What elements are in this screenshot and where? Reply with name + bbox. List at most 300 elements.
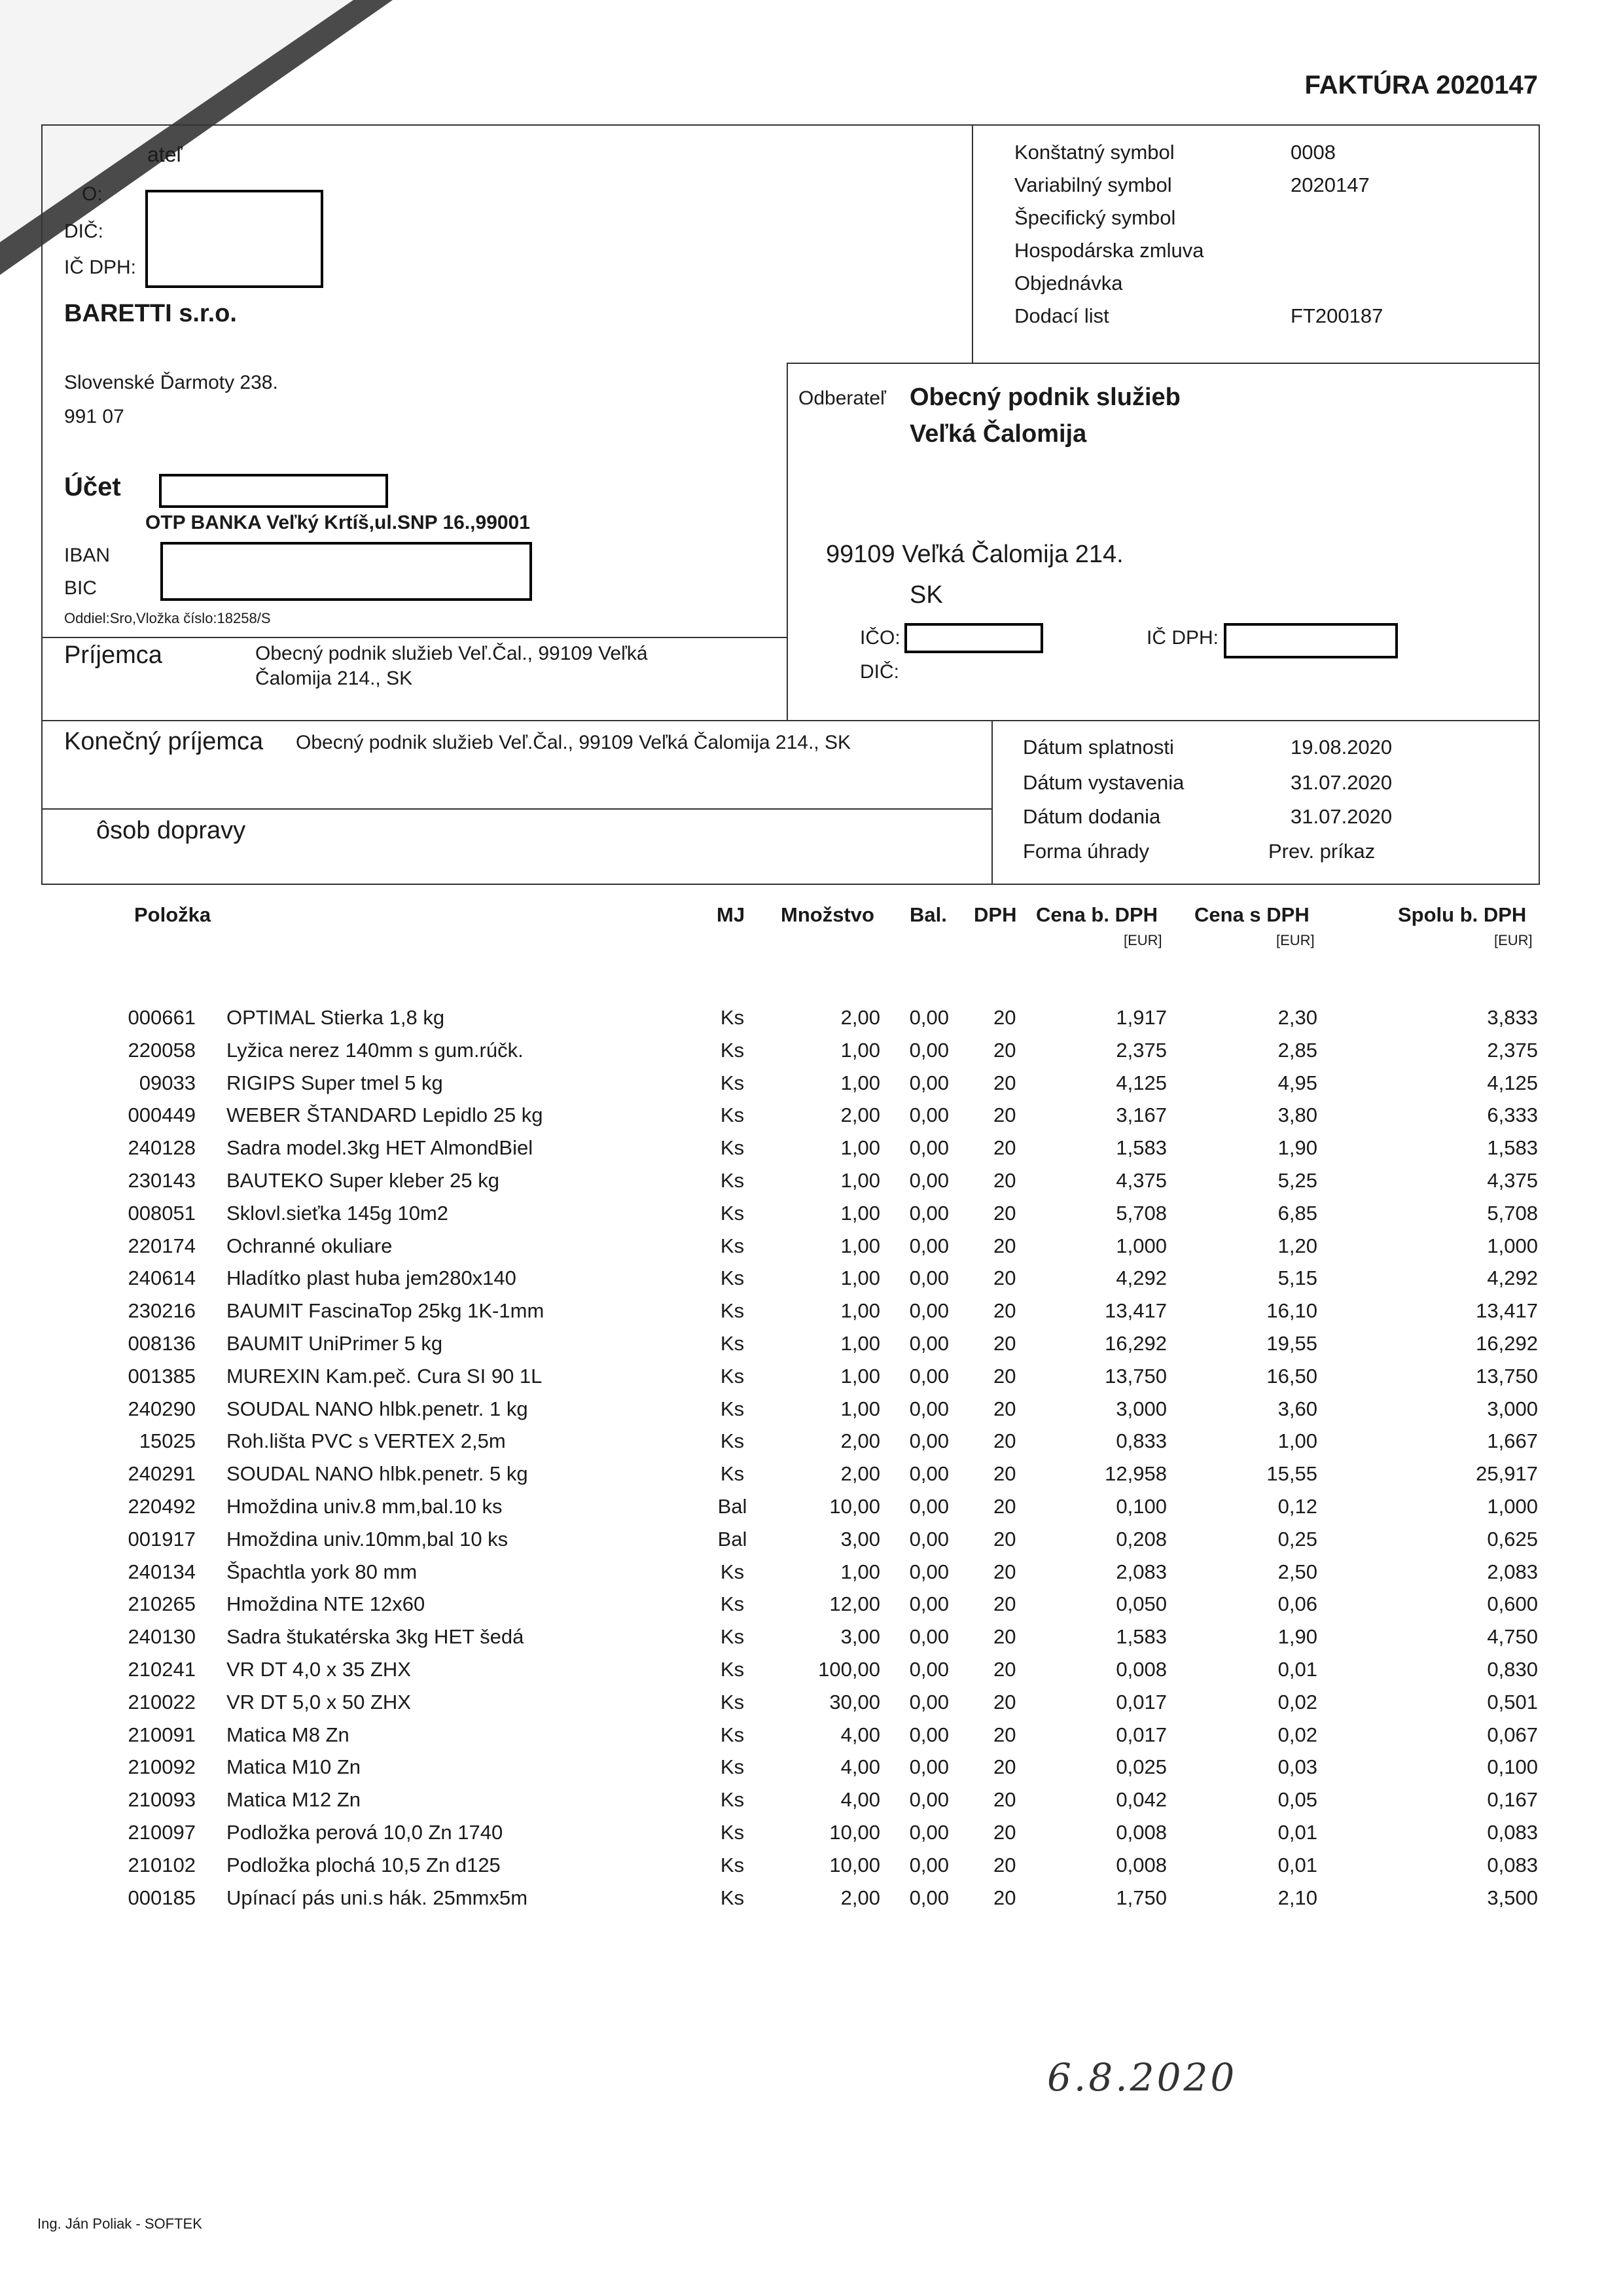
item-unit: Ks	[720, 1103, 745, 1126]
item-price-net: 4,375	[1116, 1169, 1167, 1192]
table-row	[0, 1821, 1623, 1854]
item-vat: 20	[993, 1234, 1016, 1257]
item-total-net: 3,000	[1487, 1397, 1538, 1420]
item-total-net: 4,292	[1487, 1266, 1538, 1289]
item-price-gross: 16,10	[1266, 1299, 1317, 1322]
item-total-net: 4,750	[1487, 1625, 1538, 1648]
table-row	[0, 1332, 1623, 1365]
dates-divider	[991, 720, 993, 885]
item-price-gross: 0,02	[1277, 1723, 1317, 1746]
item-unit: Ks	[720, 1886, 745, 1909]
item-pack: 0,00	[909, 1625, 949, 1648]
item-unit: Ks	[720, 1136, 745, 1159]
item-total-net: 4,125	[1487, 1071, 1538, 1094]
item-total-net: 0,083	[1487, 1854, 1538, 1876]
item-price-gross: 0,02	[1277, 1691, 1317, 1713]
item-code: 220058	[128, 1039, 196, 1062]
item-code: 210092	[128, 1755, 196, 1778]
item-name: SOUDAL NANO hlbk.penetr. 1 kg	[226, 1397, 528, 1420]
item-pack: 0,00	[909, 1560, 949, 1583]
item-code: 230216	[128, 1299, 196, 1322]
item-price-net: 0,008	[1116, 1658, 1167, 1681]
item-pack: 0,00	[909, 1723, 949, 1746]
item-name: WEBER ŠTANDARD Lepidlo 25 kg	[226, 1103, 543, 1126]
recipient-top-line	[41, 637, 787, 638]
item-unit: Ks	[720, 1299, 745, 1322]
item-price-gross: 0,05	[1277, 1788, 1317, 1811]
item-qty: 4,00	[840, 1755, 880, 1778]
item-qty: 12,00	[829, 1592, 880, 1615]
item-code: 09033	[139, 1071, 196, 1094]
item-vat: 20	[993, 1266, 1016, 1289]
customer-label: Odberateľ	[798, 387, 886, 409]
table-row	[0, 1429, 1623, 1462]
item-qty: 2,00	[840, 1006, 880, 1029]
col-gross-header: Cena s DPH	[1194, 903, 1310, 926]
item-code: 240134	[128, 1560, 196, 1583]
item-qty: 1,00	[840, 1332, 880, 1355]
item-unit: Ks	[720, 1625, 745, 1648]
table-row	[0, 1788, 1623, 1821]
item-qty: 2,00	[840, 1103, 880, 1126]
item-vat: 20	[993, 1495, 1016, 1518]
item-code: 240290	[128, 1397, 196, 1420]
item-pack: 0,00	[909, 1397, 949, 1420]
item-pack: 0,00	[909, 1299, 949, 1322]
item-price-net: 0,042	[1116, 1788, 1167, 1811]
item-name: Hladítko plast huba jem280x140	[226, 1266, 516, 1289]
item-unit: Ks	[720, 1592, 745, 1615]
handwritten-date: 6.8.2020	[1047, 2055, 1238, 2100]
col-gross-currency: [EUR]	[1276, 932, 1315, 948]
item-vat: 20	[993, 1821, 1016, 1844]
item-vat: 20	[993, 1592, 1016, 1615]
iban-bic-redaction	[160, 542, 532, 601]
date-value: 19.08.2020	[1291, 736, 1393, 759]
item-code: 220174	[128, 1234, 196, 1257]
supplier-icdph-label: IČ DPH:	[64, 257, 137, 278]
item-vat: 20	[993, 1788, 1016, 1811]
item-price-gross: 0,01	[1277, 1854, 1317, 1876]
item-price-gross: 2,30	[1277, 1006, 1317, 1029]
item-unit: Ks	[720, 1006, 745, 1029]
item-code: 000661	[128, 1006, 196, 1029]
item-qty: 1,00	[840, 1071, 880, 1094]
item-code: 240130	[128, 1625, 196, 1648]
item-qty: 10,00	[829, 1821, 880, 1844]
item-vat: 20	[993, 1299, 1016, 1322]
item-pack: 0,00	[909, 1495, 949, 1518]
item-vat: 20	[993, 1397, 1016, 1420]
item-name: MUREXIN Kam.peč. Cura SI 90 1L	[226, 1365, 543, 1388]
table-row	[0, 1169, 1623, 1202]
item-name: BAUMIT UniPrimer 5 kg	[226, 1332, 443, 1355]
item-total-net: 3,500	[1487, 1886, 1538, 1909]
item-vat: 20	[993, 1560, 1016, 1583]
item-price-net: 12,958	[1105, 1462, 1167, 1485]
item-pack: 0,00	[909, 1658, 949, 1681]
item-pack: 0,00	[909, 1365, 949, 1388]
item-price-net: 3,167	[1116, 1103, 1167, 1126]
item-price-net: 0,100	[1116, 1495, 1167, 1518]
item-name: Hmoždina univ.10mm,bal 10 ks	[226, 1528, 508, 1551]
item-name: RIGIPS Super tmel 5 kg	[226, 1071, 443, 1094]
item-price-net: 1,583	[1116, 1625, 1167, 1648]
col-unit-header: MJ	[717, 903, 745, 926]
table-row	[0, 1234, 1623, 1267]
item-total-net: 0,625	[1487, 1528, 1538, 1551]
item-qty: 4,00	[840, 1723, 880, 1746]
supplier-dic-label: DIČ:	[64, 221, 103, 242]
item-price-gross: 19,55	[1266, 1332, 1317, 1355]
item-price-net: 0,017	[1116, 1691, 1167, 1713]
item-name: Podložka plochá 10,5 Zn d125	[226, 1854, 501, 1876]
item-code: 001917	[128, 1528, 196, 1551]
item-total-net: 0,067	[1487, 1723, 1538, 1746]
item-price-gross: 0,25	[1277, 1528, 1317, 1551]
table-row	[0, 1854, 1623, 1886]
item-code: 220492	[128, 1495, 196, 1518]
table-row	[0, 1658, 1623, 1691]
item-pack: 0,00	[909, 1854, 949, 1876]
item-qty: 1,00	[840, 1397, 880, 1420]
table-row	[0, 1755, 1623, 1788]
date-label: Dátum dodania	[1023, 805, 1161, 828]
supplier-name: BARETTI s.r.o.	[64, 300, 237, 327]
item-price-net: 0,017	[1116, 1723, 1167, 1746]
item-price-net: 3,000	[1116, 1397, 1167, 1420]
item-code: 240128	[128, 1136, 196, 1159]
item-name: OPTIMAL Stierka 1,8 kg	[226, 1006, 445, 1029]
item-total-net: 25,917	[1476, 1462, 1538, 1485]
item-unit: Ks	[720, 1071, 745, 1094]
item-qty: 3,00	[840, 1528, 880, 1551]
item-pack: 0,00	[909, 1886, 949, 1909]
item-name: BAUTEKO Super kleber 25 kg	[226, 1169, 499, 1192]
transport-line	[41, 808, 991, 810]
item-pack: 0,00	[909, 1592, 949, 1615]
item-name: Špachtla york 80 mm	[226, 1560, 418, 1583]
symbol-label: Konštatný symbol	[1014, 141, 1175, 164]
item-unit: Ks	[720, 1723, 745, 1746]
customer-name-line1: Obecný podnik služieb	[910, 384, 1181, 411]
item-price-net: 0,833	[1116, 1429, 1167, 1452]
item-price-net: 0,025	[1116, 1755, 1167, 1778]
item-code: 240614	[128, 1266, 196, 1289]
item-price-net: 1,583	[1116, 1136, 1167, 1159]
symbol-value: 0008	[1291, 141, 1336, 164]
item-unit: Ks	[720, 1755, 745, 1778]
item-total-net: 13,750	[1476, 1365, 1538, 1388]
item-vat: 20	[993, 1006, 1016, 1029]
item-price-gross: 1,90	[1277, 1625, 1317, 1648]
customer-address: 99109 Veľká Čalomija 214.	[826, 541, 1124, 568]
item-vat: 20	[993, 1332, 1016, 1355]
item-unit: Ks	[720, 1691, 745, 1713]
symbols-divider	[972, 124, 973, 363]
item-unit: Ks	[720, 1658, 745, 1681]
item-price-gross: 15,55	[1266, 1462, 1317, 1485]
col-item-header: Položka	[134, 903, 211, 926]
item-qty: 2,00	[840, 1429, 880, 1452]
item-unit: Ks	[720, 1821, 745, 1844]
item-price-gross: 3,60	[1277, 1397, 1317, 1420]
item-qty: 10,00	[829, 1854, 880, 1876]
customer-dic-label: DIČ:	[860, 661, 899, 683]
item-name: BAUMIT FascinaTop 25kg 1K-1mm	[226, 1299, 544, 1322]
symbol-value: 2020147	[1291, 173, 1370, 196]
item-name: VR DT 5,0 x 50 ZHX	[226, 1691, 411, 1713]
supplier-label: ateľ	[147, 143, 183, 166]
item-vat: 20	[993, 1039, 1016, 1062]
item-unit: Ks	[720, 1462, 745, 1485]
item-pack: 0,00	[909, 1429, 949, 1452]
item-vat: 20	[993, 1691, 1016, 1713]
supplier-street: Slovenské Ďarmoty 238.	[64, 372, 278, 393]
item-qty: 100,00	[818, 1658, 880, 1681]
item-name: Lyžica nerez 140mm s gum.rúčk.	[226, 1039, 524, 1062]
bank-name: OTP BANKA Veľký Krtíš,ul.SNP 16.,99001	[145, 512, 530, 533]
symbol-label: Hospodárska zmluva	[1014, 239, 1204, 262]
iban-label: IBAN	[64, 545, 111, 566]
item-price-gross: 5,25	[1277, 1169, 1317, 1192]
account-redaction	[159, 474, 388, 508]
item-pack: 0,00	[909, 1006, 949, 1029]
item-unit: Ks	[720, 1365, 745, 1388]
item-total-net: 1,000	[1487, 1234, 1538, 1257]
item-total-net: 2,083	[1487, 1560, 1538, 1583]
customer-icdph-redaction	[1224, 623, 1398, 658]
item-code: 210241	[128, 1658, 196, 1681]
item-pack: 0,00	[909, 1788, 949, 1811]
item-name: Sklovl.sieťka 145g 10m2	[226, 1202, 449, 1225]
item-pack: 0,00	[909, 1332, 949, 1355]
customer-ico-label: IČO:	[860, 627, 901, 649]
col-vat-header: DPH	[974, 903, 1017, 926]
table-row	[0, 1397, 1623, 1430]
table-row	[0, 1560, 1623, 1593]
item-pack: 0,00	[909, 1234, 949, 1257]
table-row	[0, 1039, 1623, 1071]
item-qty: 4,00	[840, 1788, 880, 1811]
item-unit: Ks	[720, 1169, 745, 1192]
item-code: 000449	[128, 1103, 196, 1126]
customer-top-line	[787, 363, 1540, 364]
item-total-net: 16,292	[1476, 1332, 1538, 1355]
customer-country: SK	[910, 581, 943, 609]
table-row	[0, 1495, 1623, 1528]
item-price-gross: 4,95	[1277, 1071, 1317, 1094]
table-row	[0, 1071, 1623, 1104]
item-vat: 20	[993, 1528, 1016, 1551]
item-qty: 30,00	[829, 1691, 880, 1713]
table-row	[0, 1266, 1623, 1299]
item-unit: Ks	[720, 1854, 745, 1876]
date-label: Dátum splatnosti	[1023, 736, 1174, 759]
item-price-net: 1,917	[1116, 1006, 1167, 1029]
item-price-gross: 6,85	[1277, 1202, 1317, 1225]
item-price-net: 5,708	[1116, 1202, 1167, 1225]
supplier-ico-label: O:	[82, 183, 103, 205]
item-qty: 1,00	[840, 1266, 880, 1289]
item-qty: 1,00	[840, 1299, 880, 1322]
item-pack: 0,00	[909, 1755, 949, 1778]
item-qty: 3,00	[840, 1625, 880, 1648]
item-price-gross: 3,80	[1277, 1103, 1317, 1126]
transport-label: ôsob dopravy	[96, 817, 246, 844]
final-recipient-line	[41, 720, 1540, 721]
item-vat: 20	[993, 1103, 1016, 1126]
item-qty: 2,00	[840, 1462, 880, 1485]
item-price-gross: 2,50	[1277, 1560, 1317, 1583]
item-vat: 20	[993, 1755, 1016, 1778]
item-unit: Ks	[720, 1397, 745, 1420]
item-qty: 10,00	[829, 1495, 880, 1518]
item-vat: 20	[993, 1365, 1016, 1388]
item-price-gross: 2,85	[1277, 1039, 1317, 1062]
item-price-net: 0,008	[1116, 1821, 1167, 1844]
item-code: 008136	[128, 1332, 196, 1355]
table-row	[0, 1592, 1623, 1625]
item-code: 210022	[128, 1691, 196, 1713]
item-name: Sadra štukatérska 3kg HET šedá	[226, 1625, 524, 1648]
item-pack: 0,00	[909, 1266, 949, 1289]
item-name: Upínací pás uni.s hák. 25mmx5m	[226, 1886, 528, 1909]
item-price-gross: 5,15	[1277, 1266, 1317, 1289]
item-name: Sadra model.3kg HET AlmondBiel	[226, 1136, 533, 1159]
col-net-header: Cena b. DPH	[1036, 903, 1158, 926]
supplier-ids-redaction	[145, 190, 323, 288]
item-pack: 0,00	[909, 1202, 949, 1225]
table-row	[0, 1723, 1623, 1756]
account-label: Účet	[64, 473, 121, 501]
item-price-net: 13,417	[1105, 1299, 1167, 1322]
item-vat: 20	[993, 1886, 1016, 1909]
col-pack-header: Bal.	[910, 903, 947, 926]
item-pack: 0,00	[909, 1169, 949, 1192]
item-unit: Ks	[720, 1788, 745, 1811]
item-code: 15025	[139, 1429, 196, 1452]
customer-ico-redaction	[904, 623, 1043, 653]
symbol-label: Špecifický symbol	[1014, 206, 1176, 229]
item-pack: 0,00	[909, 1103, 949, 1126]
item-vat: 20	[993, 1625, 1016, 1648]
item-name: VR DT 4,0 x 35 ZHX	[226, 1658, 411, 1681]
item-pack: 0,00	[909, 1821, 949, 1844]
table-row	[0, 1462, 1623, 1495]
item-vat: 20	[993, 1429, 1016, 1452]
item-unit: Ks	[720, 1202, 745, 1225]
item-pack: 0,00	[909, 1071, 949, 1094]
item-name: Ochranné okuliare	[226, 1234, 393, 1257]
item-total-net: 0,083	[1487, 1821, 1538, 1844]
item-name: Podložka perová 10,0 Zn 1740	[226, 1821, 503, 1844]
final-recipient-value: Obecný podnik služieb Veľ.Čal., 99109 Veľká Čalomija 214., SK	[296, 732, 851, 753]
item-unit: Ks	[720, 1560, 745, 1583]
item-unit: Ks	[720, 1429, 745, 1452]
item-total-net: 1,667	[1487, 1429, 1538, 1452]
item-price-net: 2,083	[1116, 1560, 1167, 1583]
customer-icdph-label: IČ DPH:	[1147, 627, 1219, 649]
item-total-net: 3,833	[1487, 1006, 1538, 1029]
table-row	[0, 1625, 1623, 1658]
item-price-net: 0,008	[1116, 1854, 1167, 1876]
item-total-net: 1,583	[1487, 1136, 1538, 1159]
final-recipient-label: Konečný príjemca	[64, 728, 264, 755]
item-price-gross: 1,90	[1277, 1136, 1317, 1159]
item-qty: 1,00	[840, 1136, 880, 1159]
item-vat: 20	[993, 1854, 1016, 1876]
item-code: 210091	[128, 1723, 196, 1746]
table-row	[0, 1528, 1623, 1560]
item-code: 210102	[128, 1854, 196, 1876]
item-name: Roh.lišta PVC s VERTEX 2,5m	[226, 1429, 506, 1452]
item-code: 000185	[128, 1886, 196, 1909]
symbol-label: Objednávka	[1014, 272, 1123, 295]
item-price-gross: 16,50	[1266, 1365, 1317, 1388]
item-price-net: 2,375	[1116, 1039, 1167, 1062]
table-row	[0, 1136, 1623, 1169]
customer-name-line2: Veľká Čalomija	[910, 420, 1087, 448]
item-pack: 0,00	[909, 1462, 949, 1485]
item-total-net: 0,830	[1487, 1658, 1538, 1681]
date-label: Forma úhrady	[1023, 840, 1149, 863]
item-code: 210093	[128, 1788, 196, 1811]
table-row	[0, 1299, 1623, 1332]
recipient-line2: Čalomija 214., SK	[255, 668, 413, 689]
item-price-gross: 0,12	[1277, 1495, 1317, 1518]
item-price-net: 1,000	[1116, 1234, 1167, 1257]
item-price-gross: 1,20	[1277, 1234, 1317, 1257]
item-unit: Ks	[720, 1266, 745, 1289]
item-name: Matica M12 Zn	[226, 1788, 361, 1811]
item-qty: 1,00	[840, 1039, 880, 1062]
item-total-net: 0,501	[1487, 1691, 1538, 1713]
symbol-label: Variabilný symbol	[1014, 173, 1172, 196]
table-row	[0, 1691, 1623, 1723]
item-pack: 0,00	[909, 1691, 949, 1713]
item-vat: 20	[993, 1202, 1016, 1225]
item-price-gross: 0,01	[1277, 1821, 1317, 1844]
item-code: 001385	[128, 1365, 196, 1388]
table-row	[0, 1365, 1623, 1397]
item-qty: 2,00	[840, 1886, 880, 1909]
col-total-header: Spolu b. DPH	[1398, 903, 1527, 926]
item-code: 210097	[128, 1821, 196, 1844]
col-net-currency: [EUR]	[1124, 932, 1162, 948]
item-price-net: 1,750	[1116, 1886, 1167, 1909]
item-vat: 20	[993, 1723, 1016, 1746]
table-row	[0, 1103, 1623, 1136]
item-pack: 0,00	[909, 1528, 949, 1551]
item-vat: 20	[993, 1658, 1016, 1681]
item-qty: 1,00	[840, 1560, 880, 1583]
footer-author: Ing. Ján Poliak - SOFTEK	[37, 2215, 202, 2232]
item-qty: 1,00	[840, 1234, 880, 1257]
item-qty: 1,00	[840, 1169, 880, 1192]
item-price-net: 4,292	[1116, 1266, 1167, 1289]
table-row	[0, 1886, 1623, 1919]
item-total-net: 2,375	[1487, 1039, 1538, 1062]
item-unit: Ks	[720, 1039, 745, 1062]
item-total-net: 1,000	[1487, 1495, 1538, 1518]
table-row	[0, 1006, 1623, 1039]
item-pack: 0,00	[909, 1136, 949, 1159]
item-unit: Bal	[717, 1495, 747, 1518]
item-price-gross: 0,03	[1277, 1755, 1317, 1778]
col-qty-header: Množstvo	[781, 903, 874, 926]
item-price-net: 13,750	[1105, 1365, 1167, 1388]
